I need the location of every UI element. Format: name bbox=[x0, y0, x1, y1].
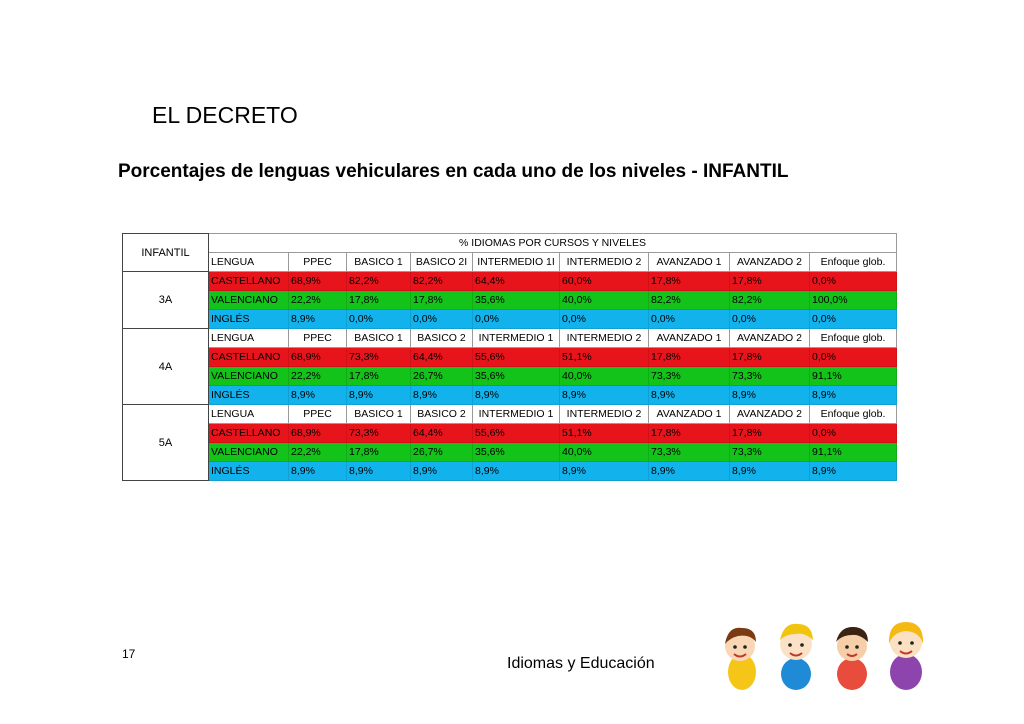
column-header: BASICO 2 bbox=[411, 329, 473, 348]
children-illustration bbox=[716, 610, 930, 692]
row-4a-ingles bbox=[123, 386, 897, 405]
page-number: 17 bbox=[122, 647, 136, 661]
percentage-cell: 22,2% bbox=[289, 367, 347, 386]
language-percentages-table bbox=[122, 233, 897, 481]
percentage-cell: 8,9% bbox=[289, 386, 347, 405]
level-label-4a: 4A bbox=[123, 329, 209, 405]
percentage-cell: 73,3% bbox=[347, 348, 411, 367]
percentage-cell: 17,8% bbox=[347, 367, 411, 386]
child-1 bbox=[725, 628, 756, 690]
column-header: AVANZADO 2 bbox=[730, 405, 810, 424]
percentage-cell: 40,0% bbox=[560, 443, 649, 462]
percentage-cell: 51,1% bbox=[560, 348, 649, 367]
column-header: LENGUA bbox=[209, 405, 289, 424]
percentage-cell: 73,3% bbox=[347, 424, 411, 443]
percentage-cell: 64,4% bbox=[473, 272, 560, 291]
language-label: CASTELLANO bbox=[209, 348, 289, 367]
level-label-5a: 5A bbox=[123, 405, 209, 481]
row-5a-valenciano bbox=[123, 443, 897, 462]
percentage-cell: 26,7% bbox=[411, 443, 473, 462]
column-header: AVANZADO 2 bbox=[730, 329, 810, 348]
column-header: INTERMEDIO 2 bbox=[560, 329, 649, 348]
percentage-cell: 51,1% bbox=[560, 424, 649, 443]
column-header: AVANZADO 1 bbox=[649, 405, 730, 424]
percentage-cell: 22,2% bbox=[289, 291, 347, 310]
percentage-cell: 82,2% bbox=[730, 291, 810, 310]
corner-label: INFANTIL bbox=[123, 234, 209, 272]
percentage-cell: 35,6% bbox=[473, 367, 560, 386]
percentage-cell: 8,9% bbox=[347, 462, 411, 481]
percentage-cell: 68,9% bbox=[289, 424, 347, 443]
column-header: PPEC bbox=[289, 253, 347, 272]
percentage-cell: 55,6% bbox=[473, 348, 560, 367]
slide-subtitle: Porcentajes de lenguas vehiculares en cada uno de los niveles - INFANTIL bbox=[118, 161, 789, 182]
language-label: VALENCIANO bbox=[209, 367, 289, 386]
percentage-cell: 82,2% bbox=[347, 272, 411, 291]
column-header: INTERMEDIO 1I bbox=[473, 253, 560, 272]
row-3a-valenciano bbox=[123, 291, 897, 310]
language-label: INGLÉS bbox=[209, 462, 289, 481]
percentage-cell: 17,8% bbox=[730, 348, 810, 367]
percentage-cell: 0,0% bbox=[810, 310, 897, 329]
language-label: INGLÉS bbox=[209, 310, 289, 329]
percentage-cell: 8,9% bbox=[649, 462, 730, 481]
percentage-cell: 100,0% bbox=[810, 291, 897, 310]
percentage-cell: 0,0% bbox=[347, 310, 411, 329]
percentage-cell: 17,8% bbox=[730, 424, 810, 443]
language-label: CASTELLANO bbox=[209, 272, 289, 291]
level-label-3a: 3A bbox=[123, 272, 209, 329]
percentage-cell: 64,4% bbox=[411, 424, 473, 443]
column-header: LENGUA bbox=[209, 329, 289, 348]
row-5a-castellano bbox=[123, 424, 897, 443]
percentage-cell: 8,9% bbox=[473, 386, 560, 405]
percentage-cell: 26,7% bbox=[411, 367, 473, 386]
row-4a-valenciano bbox=[123, 367, 897, 386]
percentage-cell: 35,6% bbox=[473, 291, 560, 310]
language-label: CASTELLANO bbox=[209, 424, 289, 443]
footer-text: Idiomas y Educación bbox=[507, 655, 655, 672]
percentage-cell: 73,3% bbox=[730, 367, 810, 386]
percentage-cell: 8,9% bbox=[649, 386, 730, 405]
percentage-cell: 0,0% bbox=[730, 310, 810, 329]
column-header: Enfoque glob. bbox=[810, 253, 897, 272]
column-header: LENGUA bbox=[209, 253, 289, 272]
percentage-cell: 8,9% bbox=[810, 386, 897, 405]
percentage-cell: 8,9% bbox=[810, 462, 897, 481]
percentage-cell: 0,0% bbox=[649, 310, 730, 329]
column-header: Enfoque glob. bbox=[810, 405, 897, 424]
column-header: BASICO 2I bbox=[411, 253, 473, 272]
percentage-cell: 0,0% bbox=[810, 348, 897, 367]
percentage-cell: 8,9% bbox=[560, 386, 649, 405]
percentage-cell: 8,9% bbox=[560, 462, 649, 481]
percentage-cell: 82,2% bbox=[411, 272, 473, 291]
percentage-cell: 0,0% bbox=[810, 424, 897, 443]
row-3a-castellano bbox=[123, 272, 897, 291]
percentage-cell: 8,9% bbox=[347, 386, 411, 405]
slide-heading: EL DECRETO bbox=[152, 102, 298, 128]
child-2 bbox=[780, 624, 813, 690]
child-4 bbox=[889, 622, 923, 690]
column-header: INTERMEDIO 1 bbox=[473, 405, 560, 424]
percentage-cell: 17,8% bbox=[730, 272, 810, 291]
percentage-cell: 17,8% bbox=[649, 348, 730, 367]
column-header: BASICO 1 bbox=[347, 329, 411, 348]
row-4a-castellano bbox=[123, 348, 897, 367]
column-header: BASICO 1 bbox=[347, 405, 411, 424]
column-header: AVANZADO 1 bbox=[649, 329, 730, 348]
percentage-cell: 17,8% bbox=[649, 424, 730, 443]
row-3a-ingles bbox=[123, 310, 897, 329]
column-header-row bbox=[123, 405, 897, 424]
column-header: INTERMEDIO 2 bbox=[560, 253, 649, 272]
percentage-cell: 55,6% bbox=[473, 424, 560, 443]
percentage-cell: 0,0% bbox=[473, 310, 560, 329]
percentage-cell: 8,9% bbox=[411, 462, 473, 481]
row-5a-ingles bbox=[123, 462, 897, 481]
column-header: AVANZADO 2 bbox=[730, 253, 810, 272]
percentage-cell: 68,9% bbox=[289, 272, 347, 291]
percentage-cell: 8,9% bbox=[730, 462, 810, 481]
percentage-cell: 68,9% bbox=[289, 348, 347, 367]
language-label: VALENCIANO bbox=[209, 291, 289, 310]
column-header: PPEC bbox=[289, 329, 347, 348]
percentage-cell: 82,2% bbox=[649, 291, 730, 310]
column-header: PPEC bbox=[289, 405, 347, 424]
column-header: AVANZADO 1 bbox=[649, 253, 730, 272]
percentage-cell: 8,9% bbox=[289, 310, 347, 329]
percentage-cell: 35,6% bbox=[473, 443, 560, 462]
level-groups bbox=[123, 272, 897, 481]
percentage-cell: 0,0% bbox=[560, 310, 649, 329]
language-label: INGLÉS bbox=[209, 386, 289, 405]
column-header: INTERMEDIO 2 bbox=[560, 405, 649, 424]
child-3 bbox=[836, 627, 868, 690]
top-header: % IDIOMAS POR CURSOS Y NIVELES bbox=[209, 234, 897, 253]
percentage-cell: 17,8% bbox=[347, 443, 411, 462]
column-header: INTERMEDIO 1 bbox=[473, 329, 560, 348]
language-label: VALENCIANO bbox=[209, 443, 289, 462]
percentage-cell: 60,0% bbox=[560, 272, 649, 291]
percentage-cell: 40,0% bbox=[560, 291, 649, 310]
percentage-cell: 22,2% bbox=[289, 443, 347, 462]
column-header-row bbox=[123, 329, 897, 348]
column-header: BASICO 1 bbox=[347, 253, 411, 272]
percentage-cell: 8,9% bbox=[289, 462, 347, 481]
column-header: Enfoque glob. bbox=[810, 329, 897, 348]
percentage-cell: 8,9% bbox=[411, 386, 473, 405]
percentage-cell: 17,8% bbox=[411, 291, 473, 310]
percentage-cell: 8,9% bbox=[730, 386, 810, 405]
percentage-cell: 64,4% bbox=[411, 348, 473, 367]
percentage-cell: 40,0% bbox=[560, 367, 649, 386]
percentage-cell: 91,1% bbox=[810, 443, 897, 462]
percentage-cell: 73,3% bbox=[649, 367, 730, 386]
percentage-cell: 8,9% bbox=[473, 462, 560, 481]
column-header: BASICO 2 bbox=[411, 405, 473, 424]
percentage-cell: 73,3% bbox=[649, 443, 730, 462]
percentage-cell: 17,8% bbox=[347, 291, 411, 310]
percentage-cell: 73,3% bbox=[730, 443, 810, 462]
percentage-cell: 17,8% bbox=[649, 272, 730, 291]
percentage-cell: 0,0% bbox=[810, 272, 897, 291]
percentage-cell: 91,1% bbox=[810, 367, 897, 386]
percentage-cell: 0,0% bbox=[411, 310, 473, 329]
